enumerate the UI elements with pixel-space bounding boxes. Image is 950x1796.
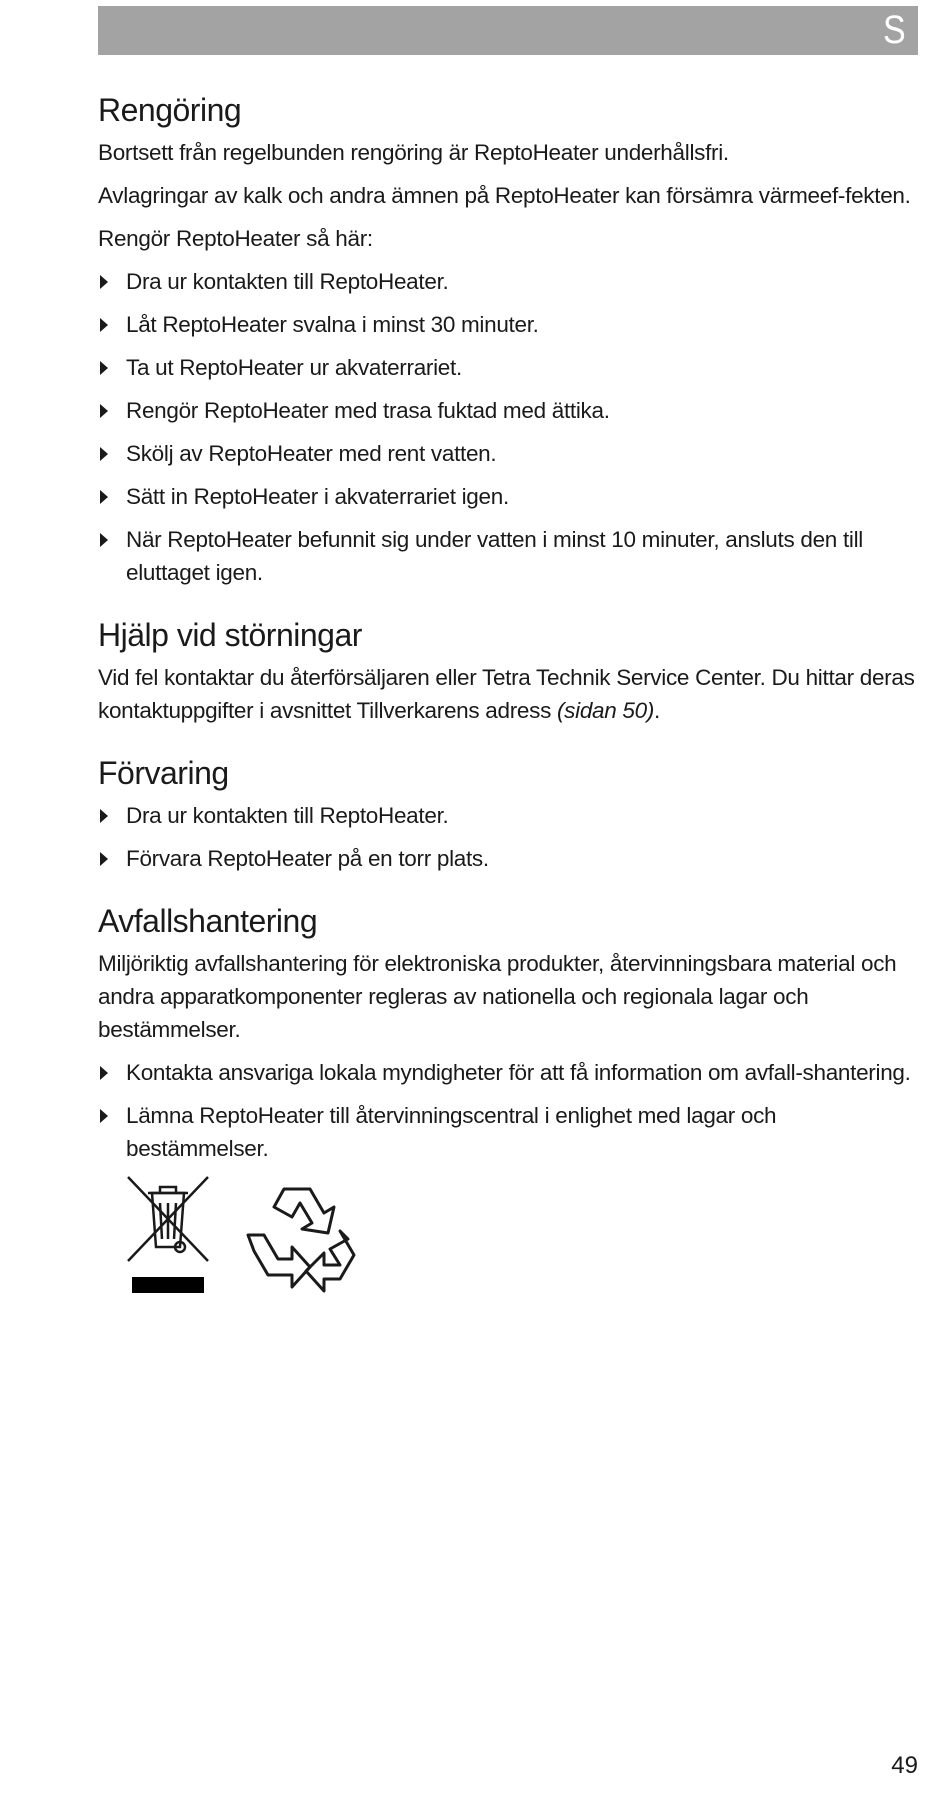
- bullet-arrow-icon: [100, 1066, 108, 1080]
- bullet-arrow-icon: [100, 361, 108, 375]
- list-item: [98, 265, 918, 298]
- list-item-text: Rengör ReptoHeater med trasa fuktad med ättika.: [126, 398, 610, 423]
- bullet-arrow-icon: [100, 533, 108, 547]
- bullet-arrow-icon: [100, 1109, 108, 1123]
- section-title: Hjälp vid störningar: [98, 617, 362, 653]
- list-item: [98, 799, 918, 832]
- list-item: [98, 1099, 918, 1165]
- section-title: Avfallshantering: [98, 903, 318, 939]
- paragraph: [98, 661, 918, 727]
- page-number: 49: [891, 1752, 918, 1779]
- paragraph-text: Vid fel kontaktar du återförsäljaren eller Tetra Technik Service Center. Du hittar deras kontaktuppgifter i avsnittet Tillverkarens adress: [98, 665, 915, 723]
- section-title: Förvaring: [98, 755, 229, 791]
- bullet-arrow-icon: [100, 447, 108, 461]
- list-item-text: Förvara ReptoHeater på en torr plats.: [126, 846, 489, 871]
- step-list: [98, 799, 918, 875]
- bullet-arrow-icon: [100, 490, 108, 504]
- paragraph: Rengör ReptoHeater så här:: [98, 226, 373, 251]
- list-item: [98, 480, 918, 513]
- bullet-arrow-icon: [100, 275, 108, 289]
- step-list: [98, 1056, 918, 1165]
- section-troubleshooting: [98, 615, 918, 727]
- list-item: [98, 437, 918, 470]
- list-item-text: Dra ur kontakten till ReptoHeater.: [126, 269, 449, 294]
- list-item-text: När ReptoHeater befunnit sig under vatten i minst 10 minuter, ansluts den till eluttaget igen.: [126, 527, 864, 585]
- list-item: [98, 394, 918, 427]
- section-cleaning: [98, 90, 918, 589]
- disposal-icons: [98, 1175, 918, 1305]
- list-item-text: Låt ReptoHeater svalna i minst 30 minuter.: [126, 312, 539, 337]
- list-item: [98, 842, 918, 875]
- list-item: [98, 1056, 918, 1089]
- bullet-arrow-icon: [100, 404, 108, 418]
- list-item-text: Dra ur kontakten till ReptoHeater.: [126, 803, 449, 828]
- paragraph: Miljöriktig avfallshantering för elektroniska produkter, återvinningsbara material och andra apparatkomponenter regleras av nationella och regionala lagar och bestämmelser.: [98, 951, 897, 1042]
- bullet-arrow-icon: [100, 852, 108, 866]
- list-item-text: Lämna ReptoHeater till återvinningscentral i enlighet med lagar och bestämmelser.: [126, 1103, 777, 1161]
- list-item: [98, 308, 918, 341]
- page-reference: (sidan 50): [556, 698, 655, 723]
- list-item-text: Skölj av ReptoHeater med rent vatten.: [126, 441, 497, 466]
- paragraph: Avlagringar av kalk och andra ämnen på ReptoHeater kan försämra värmeef-fekten.: [98, 183, 911, 208]
- language-header-bar: [98, 6, 918, 55]
- section-disposal: [98, 901, 918, 1305]
- list-item: [98, 523, 918, 589]
- list-item-text: Kontakta ansvariga lokala myndigheter för att få information om avfall-shantering.: [126, 1060, 911, 1085]
- section-title: Rengöring: [98, 92, 242, 128]
- bullet-arrow-icon: [100, 318, 108, 332]
- page-content: [98, 90, 918, 1331]
- section-storage: [98, 753, 918, 875]
- language-code: S: [883, 8, 906, 52]
- list-item-text: Ta ut ReptoHeater ur akvaterrariet.: [126, 355, 462, 380]
- list-item: [98, 351, 918, 384]
- recycling-icon: [244, 1179, 364, 1299]
- list-item-text: Sätt in ReptoHeater i akvaterrariet igen.: [126, 484, 509, 509]
- paragraph: Bortsett från regelbunden rengöring är ReptoHeater underhållsfri.: [98, 140, 729, 165]
- bullet-arrow-icon: [100, 809, 108, 823]
- crossed-out-wheelie-bin-icon: [126, 1175, 210, 1299]
- step-list: [98, 265, 918, 589]
- paragraph-end: .: [654, 698, 660, 723]
